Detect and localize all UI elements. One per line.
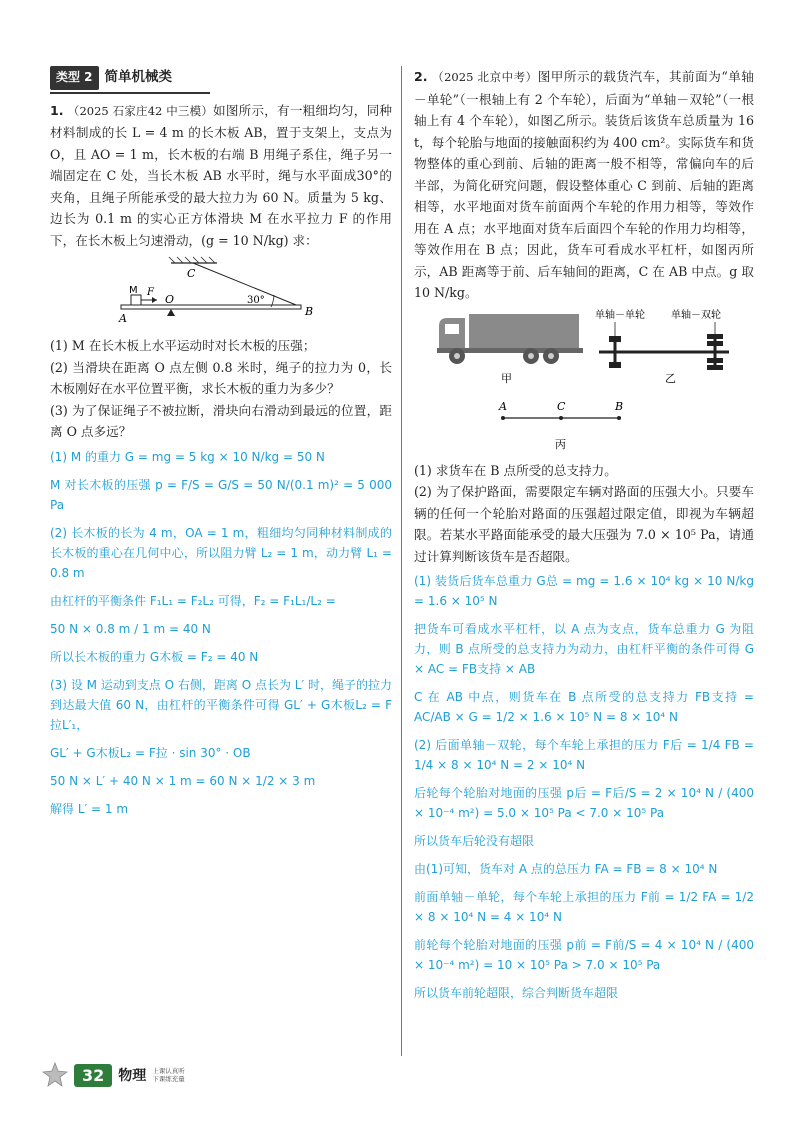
q2-answer-line: C 在 AB 中点，则货车在 B 点所受的总支持力 FB支持 = AC/AB × G = 1/2 × 1.6 × 10⁵ N = 8 × 10⁴ N (414, 690, 754, 724)
page-footer (42, 1062, 185, 1088)
q1-subq-1: (1) M 在长木板上水平运动时对长木板的压强； (50, 338, 316, 353)
q2-answer-line: 由(1)可知，货车对 A 点的总压力 FA = FB = 8 × 10⁴ N (414, 862, 718, 876)
q1-answer-line: (2) 长木板的长为 4 m，OA = 1 m，粗细均匀同种材料制成的长木板的重心在几何中心，所以阻力臂 L₂ = 1 m，动力臂 L₁ = 0.8 m (50, 525, 392, 580)
label-single: 单轴－单轮 (595, 309, 645, 321)
slogan (152, 1067, 185, 1083)
q2-answer-line: 把货车可看成水平杠杆，以 A 点为支点，货车总重力 G 为阻力，则 B 点所受的总支持力为动力，由杠杆平衡的条件可得 G × AC = FB支持 × AB (414, 622, 754, 676)
label-c: C (187, 267, 196, 280)
label-double: 单轴－双轮 (671, 309, 721, 321)
label-f: F (147, 287, 154, 298)
q2-answer (414, 571, 754, 1003)
label-bing: 丙 (555, 437, 566, 451)
q1-answer (50, 447, 392, 819)
q2-answer-line: (1) 装货后货车总重力 G总 = mg = 1.6 × 10⁴ kg × 10 N/kg = 1.6 × 10⁵ N (414, 574, 754, 608)
q1-subq-2: (2) 当滑块在距离 O 点左侧 0.8 米时，绳子的拉力为 0，长木板刚好在水平位置平衡，求长木板的重力为多少？ (50, 359, 392, 396)
label-yi: 乙 (665, 371, 676, 385)
label-c: C (557, 399, 566, 413)
q2-source: （2025 北京中考） (432, 70, 538, 84)
q2-answer-line: 所以货车前轮超限，综合判断货车超限 (414, 986, 619, 1000)
q2-answer-line: 前轮每个轮胎对地面的压强 p前 = F前/S = 4 × 10⁴ N / (400 × 10⁻⁴ m²) = 10 × 10⁵ Pa > 7.0 × 10⁵ Pa (414, 938, 754, 972)
subject-label: 物理 (118, 1068, 147, 1084)
q1-lever-figure (111, 255, 331, 331)
q2-stem-text: 图甲所示的载货汽车，其前面为“单轴－单轮”（一根轴上有 2 个车轮），后面为“单轴－双轮”（一根轴上有 4 个车轮），如图乙所示。装货后该货车总质量为 16 t，每个轮胎与地面的接触面积约为 400 cm²。实际货车和货物整体的重心到前、后轴的距离一般不相等，常偏向车的后半部，为简化研究问题，假设整体重心 C 到前、后轴的距离相等，水平地面对货车前面两个车轮的作用力相等，等效作用在 A 点；水平地面对货车后面四个车轮的作用力均相等，等效作用在 B 点；因此，货车可看成水平杠杆，如图丙所示，AB 距离等于前、后车轴间的距离，C 在 AB 中点。g 取 10 N/kg。 (414, 69, 754, 300)
label-o: O (165, 293, 175, 306)
q1-source: （2025 石家庄42 中三模） (67, 103, 214, 118)
q1-answer-line: (1) M 的重力 G = mg = 5 kg × 10 N/kg = 50 N (50, 449, 325, 464)
q2-truck-figure (419, 308, 749, 456)
label-a: A (119, 312, 127, 325)
page-number: 32 (74, 1064, 112, 1087)
label-angle: 30° (247, 295, 265, 306)
truck-icon (437, 314, 583, 364)
q2-subq-2: (2) 为了保护路面，需要限定车辆对路面的压强大小。只要车辆的任何一个轮胎对路面的压强超过限定值，即视为车辆超限。若某水平路面能承受的最大压强为 7.0 × 10⁵ Pa，请通过计算判断该货车是否超限。 (414, 484, 754, 564)
q1-stem-text: 如图所示，有一粗细均匀，同种材料制成的长 L = 4 m 的长木板 AB，置于支架上，支点为 O，且 AO = 1 m，长木板的右端 B 用绳子系住，绳子另一端固定在 C 处，当长木板 AB 水平时，绳与水平面成30°的夹角，且绳子所能承受的最大拉力为 60 N。质量为 5 kg、边长为 0.1 m 的实心正方体滑块 M 在水平拉力 F 的作用下，在长木板上匀速滑动，(g = 10 N/kg) 求： (50, 102, 392, 248)
q1-answer-line: 50 N × 0.8 m / 1 m = 40 N (50, 621, 211, 636)
column-divider (401, 66, 402, 1056)
q1-answer-line: M 对长木板的压强 p = F/S = G/S = 50 N/(0.1 m)² = 5 000 Pa (50, 477, 392, 512)
section-title: 简单机械类 (104, 69, 173, 85)
right-column (414, 66, 754, 1011)
q2-subq-1: (1) 求货车在 B 点所受的总支持力。 (414, 462, 617, 478)
label-jia: 甲 (501, 371, 512, 385)
q2-answer-line: (2) 后面单轴－双轮，每个车轮上承担的压力 F后 = 1/4 FB = 1/4 × 8 × 10⁴ N = 2 × 10⁴ N (414, 738, 754, 772)
q1-answer-line: 所以长木板的重力 G木板 = F₂ = 40 N (50, 649, 259, 664)
label-b: B (615, 399, 624, 413)
q1-number: 1. (50, 102, 64, 118)
q1-answer-line: 由杠杆的平衡条件 F₁L₁ = F₂L₂ 可得，F₂ = F₁L₁/L₂ = (50, 593, 336, 608)
section-underline (50, 92, 210, 94)
q2-answer-line: 前面单轴－单轮，每个车轮上承担的压力 F前 = 1/2 FA = 1/2 × 8 × 10⁴ N = 4 × 10⁴ N (414, 890, 754, 924)
slogan-line-1: 上课认真听 (152, 1067, 185, 1075)
left-column (50, 66, 392, 827)
section-header (50, 66, 392, 90)
q1-answer-line: 解得 L′ = 1 m (50, 801, 129, 816)
q1-stem (50, 100, 392, 252)
q1-answer-line: 50 N × L′ + 40 N × 1 m = 60 N × 1/2 × 3 m (50, 773, 316, 788)
q1-answer-line: GL′ + G木板L₂ = F拉 · sin 30° · OB (50, 745, 251, 760)
slogan-line-2: 下课练充量 (152, 1075, 185, 1083)
q2-number: 2. (414, 69, 428, 84)
label-m: M (129, 285, 138, 296)
q2-answer-line: 后轮每个轮胎对地面的压强 p后 = F后/S = 2 × 10⁴ N / (400 × 10⁻⁴ m²) = 5.0 × 10⁵ Pa < 7.0 × 10⁵ Pa (414, 786, 754, 820)
q1-subq-3: (3) 为了保证绳子不被拉断，滑块向右滑动到最远的位置，距离 O 点多远？ (50, 402, 392, 439)
label-a: A (499, 399, 507, 413)
label-b: B (305, 305, 314, 318)
q1-answer-line: (3) 设 M 运动到支点 O 右侧，距离 O 点长为 L′ 时，绳子的拉力到达最大值 60 N，由杠杆的平衡条件可得 GL′ + G木板L₂ = F拉L′₁， (50, 677, 392, 732)
axle-diagram (599, 334, 729, 370)
star-icon (42, 1062, 68, 1088)
q2-answer-line: 所以货车后轮没有超限 (414, 834, 535, 848)
q2-stem (414, 66, 754, 304)
section-badge: 类型 2 (50, 66, 99, 90)
